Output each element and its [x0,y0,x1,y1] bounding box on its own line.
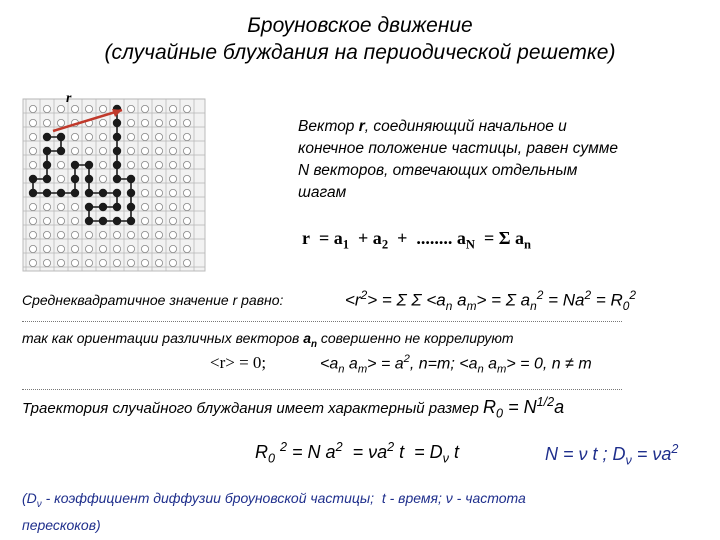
correlation-formula: $<a_n$ $a_m> = a^2$, n=m; $<a_n$ $a_m> = 0$, n ≠ m [320,353,592,376]
walk-step [113,161,121,169]
lattice-site [169,119,176,126]
lattice-site [141,231,148,238]
lattice-site [155,147,162,154]
mean-r: <r> = 0; [210,353,267,372]
lattice-site [57,105,64,112]
lattice-site [141,147,148,154]
lattice-site [29,259,36,266]
walk-step [113,217,121,225]
lattice-site [29,217,36,224]
lattice-site [169,231,176,238]
lattice-site [85,231,92,238]
walk-step [57,133,65,141]
walk-step [113,147,121,155]
lattice-site [99,161,106,168]
lattice-site [155,231,162,238]
lattice-site [183,259,190,266]
lattice-site [29,161,36,168]
lattice-site [43,217,50,224]
separator-1 [22,321,622,322]
lattice-site [57,217,64,224]
lattice-site [155,161,162,168]
lattice-site [141,259,148,266]
walk-step [99,203,107,211]
walk-step [71,161,79,169]
title-line-2: (случайные блуждания на периодической решетке) [104,41,616,64]
lattice-site [141,217,148,224]
lattice-site [29,119,36,126]
lattice-site [113,245,120,252]
vector-label: r [66,91,72,106]
lattice-site [99,175,106,182]
walk-step [43,189,51,197]
lattice-site [155,203,162,210]
lattice-site [57,231,64,238]
lattice-site [71,105,78,112]
lattice-site [43,105,50,112]
lattice-site [169,133,176,140]
lattice-site [141,161,148,168]
lattice-site [127,245,134,252]
uncorrelated-note: так как ориентации различных векторов $a_n$ совершенно не коррелируют [22,330,514,350]
lattice-site [43,245,50,252]
lattice-site [141,133,148,140]
walk-step [43,133,51,141]
walk-step [43,147,51,155]
lattice-site [141,189,148,196]
lattice-site [141,175,148,182]
walk-step [43,175,51,183]
lattice-site [57,119,64,126]
lattice-site [29,231,36,238]
lattice-site [183,245,190,252]
lattice-site [155,217,162,224]
lattice-site [71,133,78,140]
lattice-site [169,259,176,266]
lattice-site [169,189,176,196]
lattice-site [183,231,190,238]
lattice-site [169,175,176,182]
lattice-site [85,105,92,112]
lattice-site [169,217,176,224]
lattice-site [85,133,92,140]
lattice-site [127,105,134,112]
lattice-site [141,105,148,112]
lattice-site [169,161,176,168]
footnote [22,488,526,535]
lattice-site [85,259,92,266]
lattice-site [43,259,50,266]
walk-step [127,175,135,183]
mean-square-formula: $<r^2> = \Sigma$ $\Sigma <a_n$ $a_m> = \Sigma$ $a_n^2 = Na^2 = R_0^2$ [345,288,637,314]
walk-step [99,217,107,225]
lattice-site [57,245,64,252]
lattice-site [127,133,134,140]
lattice-site [85,147,92,154]
walk-step [85,203,93,211]
lattice-site [183,119,190,126]
lattice-site [155,105,162,112]
diffusion-formula: $R_0$ $^2$ = N $a^2 = \nu a^2$ $t = D_\nu$ t [255,440,459,466]
walk-step [85,189,93,197]
lattice-site [127,161,134,168]
walk-step [29,189,37,197]
lattice-site [127,147,134,154]
lattice-site [155,133,162,140]
lattice-site [183,189,190,196]
lattice-site [113,259,120,266]
lattice-site [141,119,148,126]
lattice-site [99,231,106,238]
lattice-site [183,105,190,112]
blue-formula: N = ν t ; $D_\nu = \nu a^2$ [545,442,679,468]
walk-step [127,217,135,225]
lattice-site [71,231,78,238]
lattice-site [71,245,78,252]
lattice-site [155,119,162,126]
lattice-site [127,231,134,238]
walk-step [113,189,121,197]
walk-step [85,217,93,225]
lattice-site [169,105,176,112]
lattice-site [113,231,120,238]
lattice-site [43,203,50,210]
walk-step [71,175,79,183]
lattice-site [29,133,36,140]
walk-step [99,189,107,197]
lattice-site [141,245,148,252]
walk-step [71,189,79,197]
lattice-site [155,189,162,196]
vector-description [298,116,618,204]
lattice-site [141,203,148,210]
lattice-site [29,245,36,252]
walk-step [57,147,65,155]
lattice-site [169,203,176,210]
lattice-site [99,245,106,252]
lattice-site [99,133,106,140]
lattice-site [29,105,36,112]
lattice-site [183,133,190,140]
lattice-site [183,147,190,154]
lattice-site [57,203,64,210]
footnote-line-2: перескоков) [22,516,101,533]
lattice-site [183,203,190,210]
walk-step [113,203,121,211]
lattice-site [99,147,106,154]
lattice-site [57,175,64,182]
lattice-site [71,259,78,266]
lattice-site [183,217,190,224]
vector-sum-formula: $r = a_1 + a_2$ + ........ $a_N = \Sigma$ $a_n$ [302,228,532,252]
desc-line-1: Вектор r, соединяющий начальное и [298,118,567,135]
lattice-site [155,259,162,266]
lattice-site [169,245,176,252]
lattice-site [29,147,36,154]
lattice-site [155,175,162,182]
walk-step [29,175,37,183]
lattice-site [155,245,162,252]
walk-step [57,189,65,197]
lattice-site [169,147,176,154]
walk-step [43,161,51,169]
lattice-site [99,259,106,266]
separator-2 [22,389,622,390]
lattice-site [57,259,64,266]
mean-square-label: Среднеквадратичное значение r равно: [22,292,284,308]
lattice-site [29,203,36,210]
footnote-line-1: ($D_\nu$ - коэффициент диффузии броуновской частицы; t - время; ν - частота [22,490,526,510]
desc-line-2: конечное положение частицы, равен сумме [298,140,618,157]
lattice-site [71,203,78,210]
walk-step [113,175,121,183]
walk-step [113,133,121,141]
title-line-1: Броуновское движение [247,14,473,37]
lattice-site [127,259,134,266]
lattice-site [99,119,106,126]
walk-step [85,161,93,169]
lattice-site [99,105,106,112]
lattice-site [183,161,190,168]
lattice-site [71,147,78,154]
lattice-site [43,119,50,126]
lattice-site [43,231,50,238]
lattice-site [85,245,92,252]
walk-step [113,119,121,127]
trajectory-note: Траектория случайного блуждания имеет характерный размер $R_0 = N^{1/2}a$ [22,395,565,421]
walk-step [127,203,135,211]
lattice-site [71,217,78,224]
lattice-figure [0,85,215,285]
lattice-site [127,119,134,126]
desc-line-4: шагам [298,184,347,201]
desc-line-3: N векторов, отвечающих отдельным [298,162,578,179]
lattice-site [183,175,190,182]
walk-step [85,175,93,183]
walk-step [127,189,135,197]
lattice-site [57,161,64,168]
